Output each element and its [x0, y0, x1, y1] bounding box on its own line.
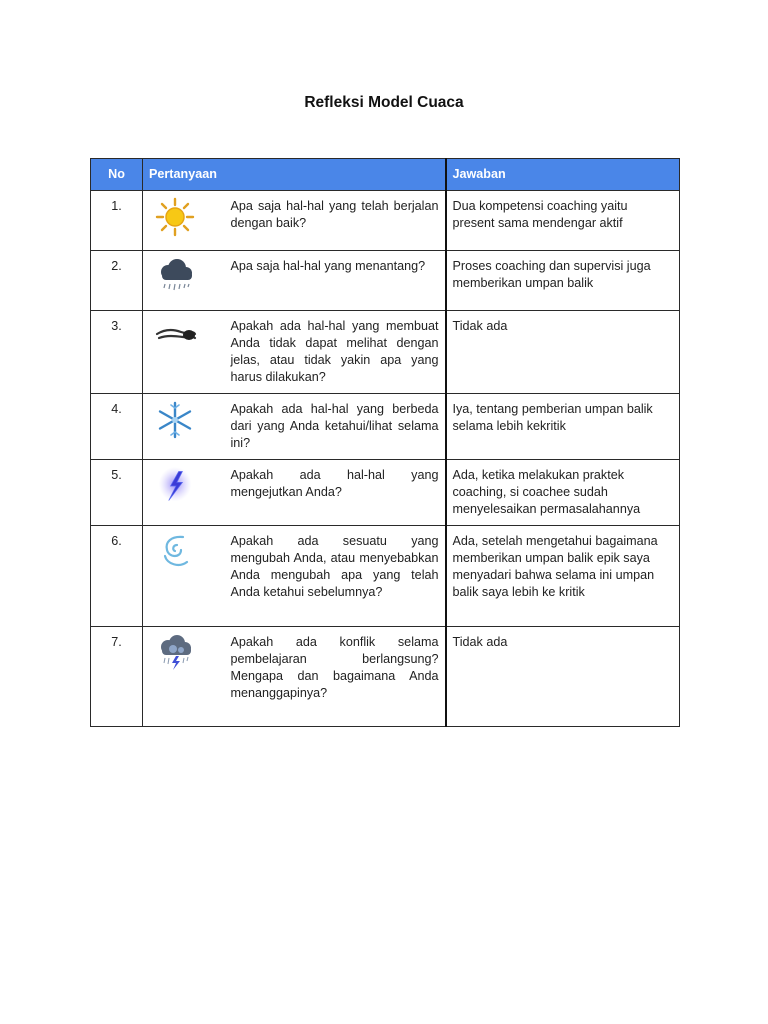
fog-icon	[153, 317, 199, 357]
reflection-table	[90, 158, 680, 727]
table-row	[91, 394, 680, 460]
answer-text: Ada, setelah mengetahui bagaimana memberikan umpan balik epik saya menyadari bahwa selama ini umpan balik saya lebih ke kritik	[446, 526, 680, 627]
answer-text: Proses coaching dan supervisi juga memberikan umpan balik	[446, 251, 680, 311]
header-no: No	[91, 159, 143, 191]
row-number: 4.	[91, 394, 143, 460]
whirlwind-icon	[153, 532, 199, 572]
row-number: 1.	[91, 191, 143, 251]
table-row	[91, 526, 680, 627]
row-number: 7.	[91, 627, 143, 727]
header-answer: Jawaban	[446, 159, 680, 191]
question-text: Apakah ada hal-hal yang mengejutkan Anda?	[225, 460, 446, 526]
header-question: Pertanyaan	[143, 159, 446, 191]
question-text: Apa saja hal-hal yang menantang?	[225, 251, 446, 311]
table-header-row	[91, 159, 680, 191]
lightning-icon	[153, 466, 199, 506]
table-row	[91, 460, 680, 526]
question-text: Apakah ada konflik selama pembelajaran berlangsung? Mengapa dan bagaimana Anda menanggapinya?	[225, 627, 446, 727]
answer-text: Dua kompetensi coaching yaitu present sama mendengar aktif	[446, 191, 680, 251]
sun-icon	[153, 197, 199, 237]
table-row	[91, 191, 680, 251]
table-row	[91, 251, 680, 311]
snowflake-icon	[153, 400, 199, 440]
question-text: Apakah ada sesuatu yang mengubah Anda, atau menyebabkan Anda mengubah apa yang telah Anda ketahui sebelumnya?	[225, 526, 446, 627]
page-title: Refleksi Model Cuaca	[304, 94, 464, 111]
question-text: Apakah ada hal-hal yang membuat Anda tidak dapat melihat dengan jelas, atau tidak yakin apa yang harus dilakukan?	[225, 311, 446, 394]
row-number: 6.	[91, 526, 143, 627]
thunderstorm-icon	[153, 633, 199, 673]
answer-text: Tidak ada	[446, 627, 680, 727]
question-text: Apa saja hal-hal yang telah berjalan dengan baik?	[225, 191, 446, 251]
table-row	[91, 627, 680, 727]
row-number: 3.	[91, 311, 143, 394]
answer-text: Iya, tentang pemberian umpan balik selama lebih kekritik	[446, 394, 680, 460]
row-number: 2.	[91, 251, 143, 311]
answer-text: Ada, ketika melakukan praktek coaching, si coachee sudah menyelesaikan permasalahannya	[446, 460, 680, 526]
answer-text: Tidak ada	[446, 311, 680, 394]
rain-cloud-icon	[153, 257, 199, 297]
table-row	[91, 311, 680, 394]
question-text: Apakah ada hal-hal yang berbeda dari yang Anda ketahui/lihat selama ini?	[225, 394, 446, 460]
row-number: 5.	[91, 460, 143, 526]
